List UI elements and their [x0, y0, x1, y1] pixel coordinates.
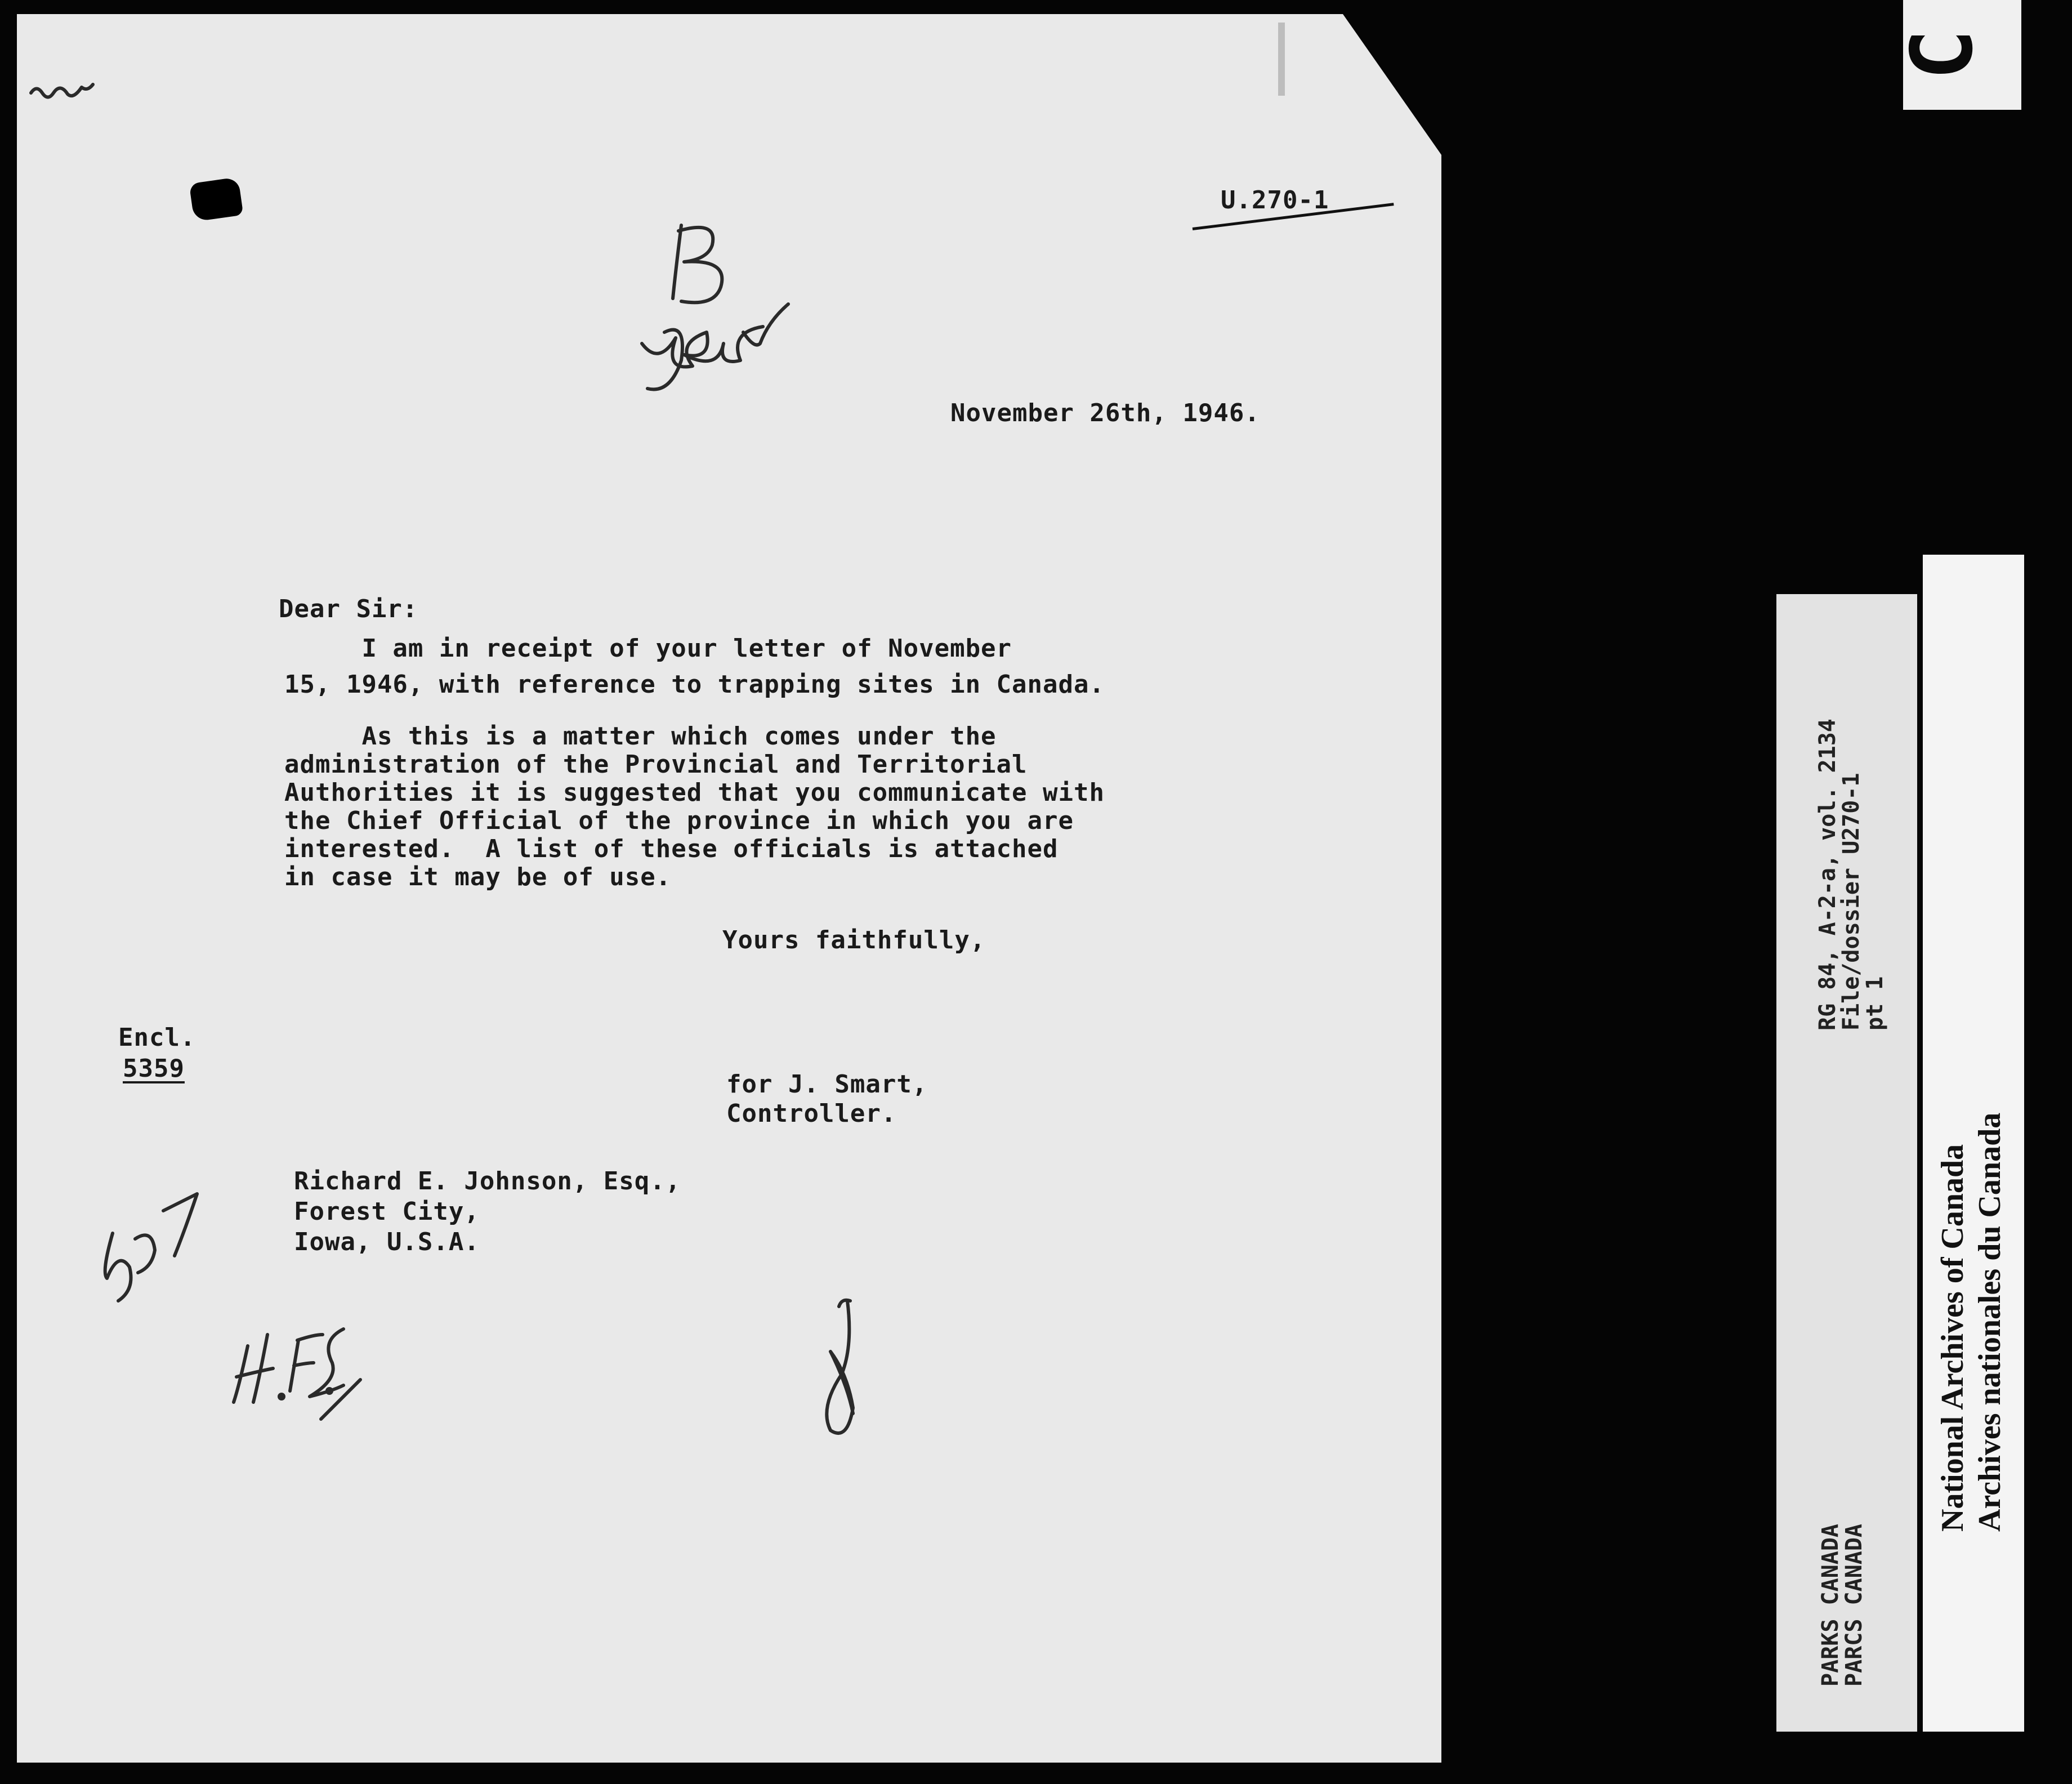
file-reference: U.270-1 — [1221, 186, 1329, 215]
body-line-7: interested. A list of these officials is attached — [284, 835, 1059, 863]
hole-punch — [189, 177, 244, 222]
letter-sheet — [17, 14, 1441, 1763]
archive-reference-line-1: RG 84, A-2-a, vol. 2134 — [1815, 719, 1841, 1031]
signature-line-2: Controller. — [726, 1099, 897, 1128]
body-line-5: Authorities it is suggested that you communicate with — [284, 778, 1105, 807]
signature-line-1: for J. Smart, — [726, 1070, 928, 1099]
recipient-line-1: Richard E. Johnson, Esq., — [294, 1167, 681, 1196]
body-line-3: As this is a matter which comes under the — [284, 722, 997, 751]
closing: Yours faithfully, — [722, 926, 986, 955]
body-line-4: administration of the Provincial and Territorial — [284, 750, 1028, 779]
parks-canada-text — [1819, 1524, 1866, 1687]
national-archives-text — [1934, 1113, 2008, 1532]
body-line-8: in case it may be of use. — [284, 863, 672, 891]
archive-reference-text — [1816, 719, 1887, 1031]
archive-reference-line-3: pt 1 — [1862, 976, 1888, 1031]
body-line-2: 15, 1946, with reference to trapping sites in Canada. — [284, 670, 1105, 699]
corner-mark: C — [1894, 29, 1992, 81]
enclosure-label: Encl. — [118, 1023, 196, 1052]
recipient-line-3: Iowa, U.S.A. — [294, 1228, 480, 1256]
archive-reference-line-2: File/dossier U270-1 — [1838, 773, 1864, 1031]
body-line-6: the Chief Official of the province in which you are — [284, 806, 1074, 835]
parks-canada-line-1: PARKS CANADA — [1818, 1524, 1843, 1687]
national-archives-line-1: National Archives of Canada — [1935, 1144, 1970, 1532]
salutation: Dear Sir: — [279, 595, 418, 623]
parks-canada-line-2: PARCS CANADA — [1841, 1524, 1867, 1687]
letter-date: November 26th, 1946. — [950, 399, 1260, 427]
recipient-line-2: Forest City, — [294, 1197, 480, 1226]
enclosure-number: 5359 — [123, 1054, 185, 1083]
sheet-edge-mark — [1278, 23, 1285, 96]
body-line-1: I am in receipt of your letter of November — [284, 634, 1012, 663]
national-archives-line-2: Archives nationales du Canada — [1972, 1112, 2007, 1532]
